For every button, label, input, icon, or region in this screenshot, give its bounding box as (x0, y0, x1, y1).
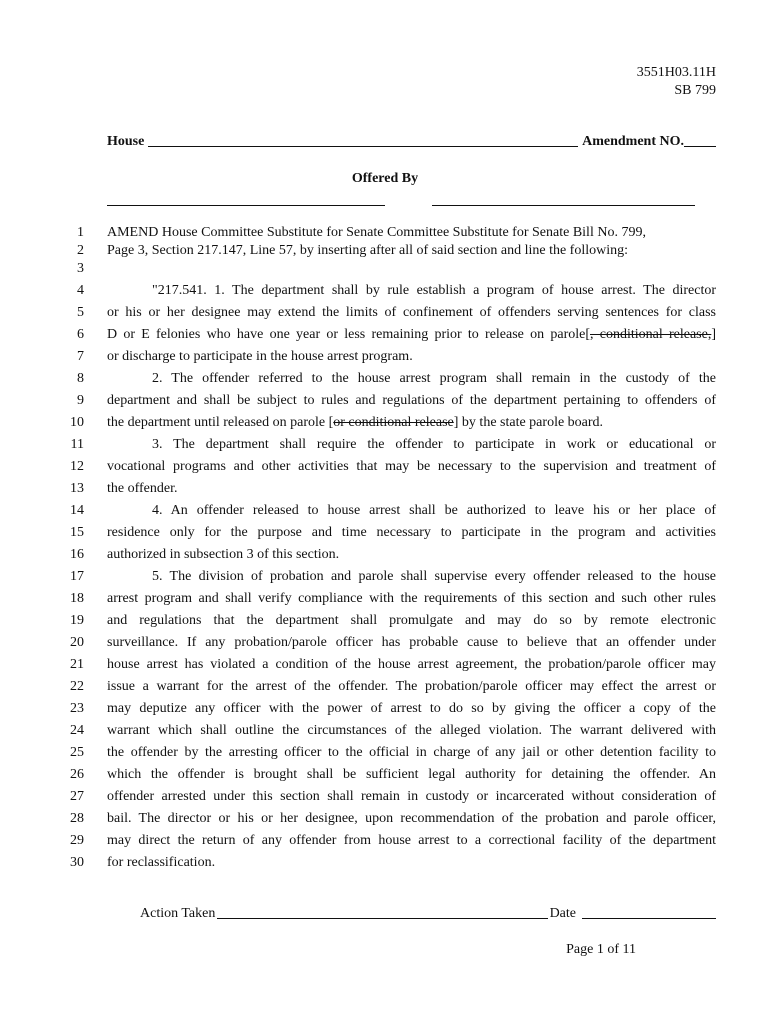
document-line (0, 568, 770, 590)
line-text (107, 810, 716, 828)
document-line (0, 524, 770, 546)
line-text-segment: "217.541. 1. The department shall by rule establish a program of house arrest. The director (152, 283, 716, 298)
line-text-segment: authorized in subsection 3 of this section. (107, 547, 340, 562)
house-blank-line (148, 145, 578, 147)
amendment-number-blank (684, 146, 716, 147)
document-line (0, 854, 770, 876)
line-text (107, 436, 716, 454)
line-text-segment: for reclassification. (107, 855, 216, 870)
sponsor-signature-line (107, 205, 385, 206)
line-text-segment: 2. The offender referred to the house arrest program shall remain in the custody of the (152, 371, 716, 386)
line-text (107, 722, 716, 740)
line-text (107, 766, 716, 784)
bill-number: SB 799 (674, 83, 716, 98)
line-text (107, 282, 716, 300)
line-text (107, 392, 716, 410)
struck-text: , conditional release, (590, 327, 712, 342)
line-text-segment: Page 3, Section 217.147, Line 57, by inserting after all of said section and line the following: (107, 243, 629, 258)
document-line (0, 700, 770, 722)
line-text-segment: surveillance. If any probation/parole officer has probable cause to believe that an offender under (107, 635, 716, 650)
action-taken-label: Action Taken (140, 906, 216, 921)
line-text (107, 414, 716, 432)
line-text-segment: the offender by the arresting officer to the official in charge of any jail or other detention facility to (107, 745, 716, 760)
document-line (0, 546, 770, 568)
line-text (107, 744, 716, 762)
line-number: 13 (70, 481, 84, 496)
document-line (0, 612, 770, 634)
line-number: 28 (70, 811, 84, 826)
document-line (0, 480, 770, 502)
line-text (107, 326, 716, 344)
line-text (107, 788, 716, 806)
amendment-header (107, 134, 716, 150)
document-line (0, 458, 770, 480)
document-line (0, 678, 770, 700)
line-text-segment: D or E felonies who have one year or less remaining prior to release on parole[ (107, 327, 591, 342)
document-line (0, 392, 770, 414)
document-line (0, 744, 770, 766)
line-text-segment: the offender. (107, 481, 178, 496)
line-text-segment: bail. The director or his or her designee, upon recommendation of the probation and parole officer, (107, 811, 716, 826)
document-line (0, 810, 770, 832)
line-text-segment: department and shall be subject to rules and regulations of the department pertaining to offenders of (107, 393, 716, 408)
line-number: 2 (77, 243, 84, 258)
line-number: 29 (70, 833, 84, 848)
line-number: 20 (70, 635, 84, 650)
document-line (0, 590, 770, 612)
document-line (0, 326, 770, 348)
document-line (0, 282, 770, 304)
line-text-segment: arrest program and shall verify compliance with the requirements of this section and such other rules (107, 591, 716, 606)
document-line (0, 414, 770, 436)
house-label: House (107, 134, 145, 149)
line-text-segment: ] (711, 327, 716, 342)
line-number: 1 (77, 225, 84, 240)
document-line (0, 304, 770, 326)
line-text (107, 634, 716, 652)
line-number: 4 (77, 283, 84, 298)
line-text (107, 458, 716, 476)
line-text-segment: or discharge to participate in the house arrest program. (107, 349, 413, 364)
document-line (0, 260, 770, 282)
line-number: 16 (70, 547, 84, 562)
line-text-segment: may deputize any officer with the power of arrest to do so by giving the officer a copy of the (107, 701, 716, 716)
line-text-segment: which the offender is brought shall be sufficient legal authority for detaining the offender. An (107, 767, 716, 782)
document-line (0, 370, 770, 392)
line-number: 8 (77, 371, 84, 386)
line-text-segment: residence only for the purpose and time necessary to participate in the program and activities (107, 525, 716, 540)
line-text (107, 832, 716, 850)
line-text (107, 612, 716, 630)
line-text (107, 678, 716, 696)
line-text-segment: warrant which shall outline the circumstances of the alleged violation. The warrant delivered with (107, 723, 716, 738)
document-line (0, 788, 770, 810)
line-text-segment: issue a warrant for the arrest of the offender. The probation/parole officer may effect the arrest or (107, 679, 716, 694)
line-text (107, 502, 716, 520)
line-number: 19 (70, 613, 84, 628)
date-blank (582, 917, 716, 919)
offered-by-label: Offered By (351, 171, 419, 186)
line-number: 14 (70, 503, 84, 518)
line-text (107, 590, 716, 608)
line-number: 3 (77, 261, 84, 276)
document-line (0, 502, 770, 524)
document-line (0, 832, 770, 854)
action-taken-blank (217, 917, 547, 919)
line-text (107, 700, 716, 718)
struck-text: or conditional release (333, 415, 454, 430)
line-text-segment: 3. The department shall require the offender to participate in work or educational or (152, 437, 716, 452)
document-line (0, 722, 770, 744)
line-number: 22 (70, 679, 84, 694)
document-code: 3551H03.11H (636, 65, 716, 80)
line-number: 10 (70, 415, 84, 430)
line-text-segment: AMEND House Committee Substitute for Senate Committee Substitute for Senate Bill No. 799, (107, 225, 646, 240)
line-text-segment: 4. An offender released to house arrest shall be authorized to leave his or her place of (152, 503, 716, 518)
line-text (107, 546, 716, 564)
document-line (0, 766, 770, 788)
line-text (107, 656, 716, 674)
amendment-label: Amendment NO. (582, 134, 684, 149)
line-number: 7 (77, 349, 84, 364)
line-number: 18 (70, 591, 84, 606)
line-number: 17 (70, 569, 84, 584)
line-text-segment: or his or her designee may extend the limits of confinement of offenders serving sentences for class (107, 305, 716, 320)
line-text (107, 370, 716, 388)
line-text-segment: vocational programs and other activities that may be necessary to the supervision and treatment of (107, 459, 716, 474)
document-line (0, 656, 770, 678)
sponsor-signature-line (432, 205, 695, 206)
document-line (0, 436, 770, 458)
line-text (107, 304, 716, 322)
document-line (0, 348, 770, 370)
line-text (107, 242, 716, 260)
line-text (107, 568, 716, 586)
document-id (637, 64, 716, 100)
line-number: 12 (70, 459, 84, 474)
line-number: 21 (70, 657, 84, 672)
line-text (107, 348, 716, 366)
line-text (107, 480, 716, 498)
line-text (107, 224, 716, 242)
line-number: 23 (70, 701, 84, 716)
line-number: 27 (70, 789, 84, 804)
page-number: Page 1 of 11 (566, 942, 636, 957)
line-number: 9 (77, 393, 84, 408)
line-number: 5 (77, 305, 84, 320)
line-text-segment: may direct the return of any offender from house arrest to a correctional facility of the department (107, 833, 716, 848)
line-number: 11 (70, 437, 84, 452)
document-line (0, 634, 770, 656)
line-number: 25 (70, 745, 84, 760)
line-number: 26 (70, 767, 84, 782)
line-number: 24 (70, 723, 84, 738)
line-text-segment: and regulations that the department shall promulgate and may do so by remote electronic (107, 613, 716, 628)
line-text-segment: the department until released on parole [ (107, 415, 334, 430)
line-text (107, 854, 716, 872)
line-number: 30 (70, 855, 84, 870)
date-label: Date (549, 906, 576, 921)
line-number: 15 (70, 525, 84, 540)
line-text-segment: 5. The division of probation and parole shall supervise every offender released to the house (152, 569, 716, 584)
line-text-segment: house arrest has violated a condition of the house arrest agreement, the probation/parole officer may (107, 657, 716, 672)
line-text-segment: ] by the state parole board. (453, 415, 604, 430)
line-text-segment: offender arrested under this section shall remain in custody or incarcerated without consideration of (107, 789, 716, 804)
line-text (107, 524, 716, 542)
line-number: 6 (77, 327, 84, 342)
action-taken-row (140, 906, 716, 922)
